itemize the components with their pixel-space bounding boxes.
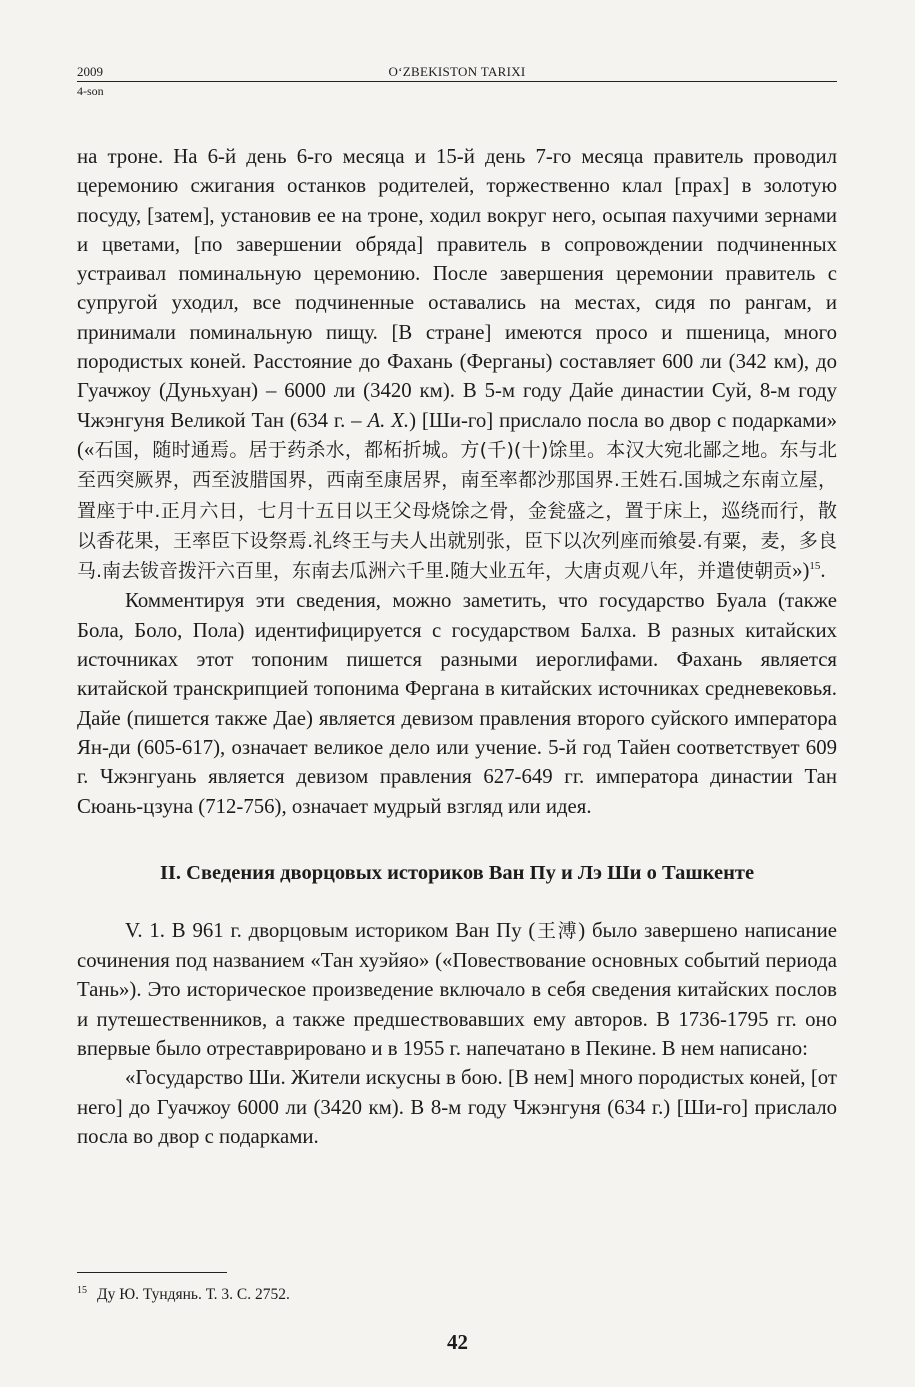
body-text bbox=[77, 142, 837, 1151]
paragraph-2: Комментируя эти сведения, можно заметить, что государство Буала (также Бола, Боло, Пола) идентифицируется с государством Балха. В разных китайских источниках этот топоним пишется разными иероглифами. Фахань является китайской транскрипцией топонима Фергана в китайских источниках средневековья. Дайе (пишется также Дае) является девизом правления второго суйского императора Ян-ди (605-617), означает великое дело или учение. 5-й год Тайен соответствует 609 г. Чжэнгуань является девизом правления 627-649 гг. императора династии Тан Сюань-цзуна (712-756), означает мудрый взгляд или идея. bbox=[77, 589, 837, 818]
footnote bbox=[77, 1281, 837, 1305]
paragraph-1: на троне. На 6-й день 6-го месяца и 15-й день 7-го месяца правитель проводил церемонию сжигания останков родителей, торжественно клал [прах] в золотую посуду, [затем], установив ее на троне, ходил вокруг него, осыпая пахучими зернами и цветами, [по завершении обряда] правитель в сопровождении подчиненных устраивал поминальную церемонию. После завершения церемонии правитель с супругой уходил, все подчиненные оставались на местах, сидя по рангам, и принимали поминальную пищу. [В стране] имеются просо и пшеница, много породистых коней. Расстояние до Фахань (Ферганы) составляет 600 ли (342 км), до Гуачжоу (Дуньхуан) – 6000 ли (3420 км). В 5-м году Дайе династии Суй, 8-м году Чжэнгуня Великой Тан (634 г. – А. Х.) [Ши-го] прислало посла во двор с подарками» («石国，随时通焉。居于药杀水，都柘折城。方(千)(十)馀里。本汉大宛北鄙之地。东与北至西突厥界，西至波腊国界，西南至康居界，南至率都沙那国界.王姓石.国城之东南立屋，置座于中.正月六日，七月十五日以王父母烧馀之骨，金瓮盛之，置于床上，巡绕而行，散以香花果，王率臣下设祭焉.礼终王与夫人出就别张，臣下以次列座而飨晏.有粟，麦，多良马.南去钹音拨汗六百里，东南去瓜洲六千里.随大业五年，大唐贞观八年，并遣使朝贡»)$^{15}$. bbox=[77, 145, 837, 583]
section-heading: II. Сведения дворцовых историков Ван Пу и Лэ Ши о Ташкенте bbox=[159, 861, 755, 884]
footnote-number: 15 bbox=[77, 1285, 87, 1296]
paragraph-3: V. 1. В 961 г. дворцовым историком Ван Пу (王溥) было завершено написание сочинения под названием «Тан хуэйяо» («Повествование основных событий периода Тань»). Это историческое произведение включало в себя сведения китайских послов и путешественников, а также предшествовавших ему авторов. В 1736-1795 гг. оно впервые было отреставрировано и в 1955 г. напечатано в Пекине. В нем написано: bbox=[77, 918, 837, 1061]
footnote-rule bbox=[77, 1272, 227, 1273]
page-number: 42 bbox=[447, 1330, 468, 1354]
footnote-ref-15[interactable]: 15 bbox=[809, 560, 821, 573]
paragraph-4: «Государство Ши. Жители искусны в бою. [В нем] много породистых коней, [от него] до Гуачжоу 6000 ли (3420 км). В 8-м году Чжэнгуня (634 г.) [Ши-го] прислало посла во двор с подарками. bbox=[77, 1066, 837, 1148]
header-issue: 4-son bbox=[77, 84, 104, 98]
header-rule bbox=[77, 81, 837, 82]
header-year: 2009 bbox=[77, 64, 103, 79]
chinese-quotation: 石国，随时通焉。居于药杀水，都柘折城。方(千)(十)馀里。本汉大宛北鄙之地。东与北至西突厥界，西至波腊国界，西南至康居界，南至率都沙那国界.王姓石.国城之东南立屋，置座于中.正月六日，七月十五日以王父母烧馀之骨，金瓮盛之，置于床上，巡绕而行，散以香花果，王率臣下设祭焉.礼终王与夫人出就别张，臣下以次列座而飨晏.有粟，麦，多良马.南去钹音拨汗六百里，东南去瓜洲六千里.随大业五年，大唐贞观八年，并遣使朝贡 bbox=[77, 438, 837, 583]
running-header bbox=[77, 60, 837, 100]
footnote-text: Ду Ю. Тундянь. Т. 3. С. 2752. bbox=[97, 1286, 290, 1304]
header-journal-title: O‘ZBEKISTON TARIXI bbox=[388, 64, 526, 79]
author-initials: А. Х. bbox=[367, 408, 410, 432]
chinese-name: 王溥 bbox=[535, 919, 579, 942]
